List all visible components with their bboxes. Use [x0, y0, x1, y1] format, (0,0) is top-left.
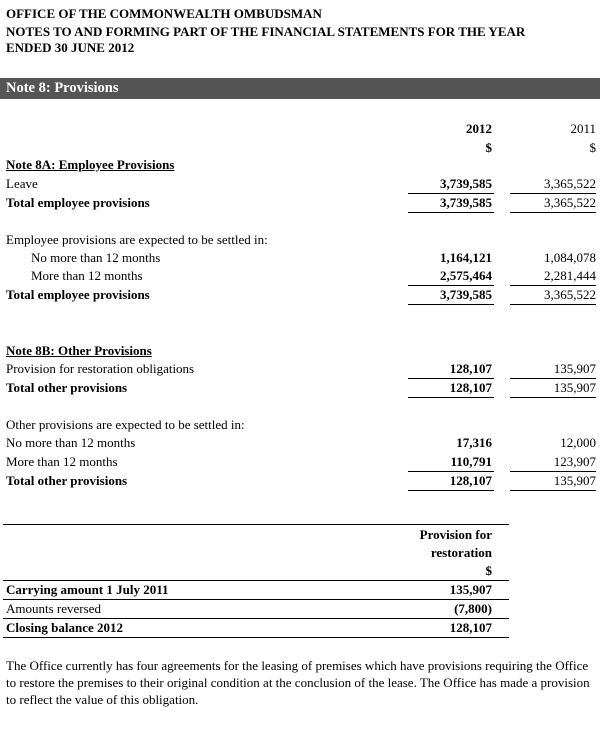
- total-other-provisions-2012: 128,107: [449, 380, 492, 395]
- employee-more-than-12-label: More than 12 months: [31, 268, 143, 283]
- other-more-than-12-2011: 123,907: [553, 454, 596, 469]
- rule: [510, 193, 596, 194]
- restoration-2011: 135,907: [553, 361, 596, 376]
- total-other-provisions-2011-b: 135,907: [553, 473, 596, 488]
- total-employee-provisions-2011-b: 3,365,522: [544, 287, 596, 302]
- document-header-line-3: ENDED 30 JUNE 2012: [6, 40, 135, 55]
- rule: [3, 618, 509, 619]
- movement-col-line-2: restoration: [430, 545, 492, 560]
- column-year-2011: 2011: [570, 121, 596, 136]
- employee-no-more-than-12-2012: 1,164,121: [440, 250, 492, 265]
- rule: [408, 193, 494, 194]
- employee-more-than-12-2011: 2,281,444: [544, 268, 596, 283]
- rule: [510, 285, 596, 286]
- carrying-amount-label: Carrying amount 1 July 2011: [6, 582, 169, 597]
- explanatory-paragraph: The Office currently has four agreements for the leasing of premises which have provisions requiring the Office to restore the premises to their original condition at the conclusion of the lease. The Office has made a provision to reflect the value of this obligation.: [6, 658, 590, 707]
- note-8b-heading: Note 8B: Other Provisions: [6, 343, 152, 358]
- amounts-reversed-label: Amounts reversed: [6, 601, 101, 616]
- rule: [408, 378, 494, 379]
- rule: [510, 471, 596, 472]
- rule: [510, 490, 596, 491]
- column-unit-2012: $: [485, 140, 492, 155]
- rule: [408, 397, 494, 398]
- restoration-label: Provision for restoration obligations: [6, 361, 195, 376]
- total-employee-provisions-2012-b: 3,739,585: [440, 287, 492, 302]
- total-other-provisions-2011: 135,907: [553, 380, 596, 395]
- other-no-more-than-12-label: No more than 12 months: [6, 435, 136, 450]
- movement-col-line-1: Provision for: [419, 527, 492, 542]
- employee-settled-intro: Employee provisions are expected to be settled in:: [6, 232, 268, 247]
- column-unit-2011: $: [589, 140, 596, 155]
- rule: [510, 304, 596, 305]
- total-other-provisions-2012-b: 128,107: [449, 473, 492, 488]
- rule: [408, 304, 494, 305]
- employee-no-more-than-12-2011: 1,084,078: [544, 250, 596, 265]
- rule: [408, 285, 494, 286]
- carrying-amount-value: 135,907: [449, 582, 492, 597]
- other-more-than-12-2012: 110,791: [450, 454, 492, 469]
- note-title-band: Note 8: Provisions: [0, 78, 600, 99]
- rule: [408, 490, 494, 491]
- other-more-than-12-label: More than 12 months: [6, 454, 118, 469]
- rule: [510, 397, 596, 398]
- total-employee-provisions-2012: 3,739,585: [440, 195, 492, 210]
- rule: [510, 378, 596, 379]
- column-year-2012: 2012: [466, 121, 492, 136]
- rule: [3, 637, 509, 638]
- rule: [408, 212, 494, 213]
- total-other-provisions-label: Total other provisions: [6, 380, 128, 395]
- restoration-2012: 128,107: [449, 361, 492, 376]
- other-no-more-than-12-2012: 17,316: [456, 435, 492, 450]
- employee-more-than-12-2012: 2,575,464: [440, 268, 492, 283]
- total-employee-provisions-label: Total employee provisions: [6, 195, 150, 210]
- document-header-line-2: NOTES TO AND FORMING PART OF THE FINANCIAL STATEMENTS FOR THE YEAR: [6, 24, 526, 39]
- leave-label: Leave: [6, 176, 38, 191]
- rule: [408, 471, 494, 472]
- leave-2012-value: 3,739,585: [440, 176, 492, 191]
- document-header-line-1: OFFICE OF THE COMMONWEALTH OMBUDSMAN: [6, 6, 322, 21]
- closing-balance-label: Closing balance 2012: [6, 620, 124, 635]
- other-no-more-than-12-2011: 12,000: [560, 435, 596, 450]
- note-8a-heading: Note 8A: Employee Provisions: [6, 157, 175, 172]
- employee-no-more-than-12-label: No more than 12 months: [31, 250, 161, 265]
- other-settled-intro: Other provisions are expected to be settled in:: [6, 417, 245, 432]
- amounts-reversed-value: (7,800): [454, 601, 492, 616]
- total-other-provisions-label-2: Total other provisions: [6, 473, 128, 488]
- movement-col-unit: $: [485, 563, 492, 578]
- rule: [3, 524, 509, 525]
- rule: [3, 599, 509, 600]
- rule: [3, 580, 509, 581]
- closing-balance-value: 128,107: [449, 620, 492, 635]
- total-employee-provisions-2011: 3,365,522: [544, 195, 596, 210]
- rule: [510, 212, 596, 213]
- leave-2011-value: 3,365,522: [544, 176, 596, 191]
- total-employee-provisions-label-2: Total employee provisions: [6, 287, 150, 302]
